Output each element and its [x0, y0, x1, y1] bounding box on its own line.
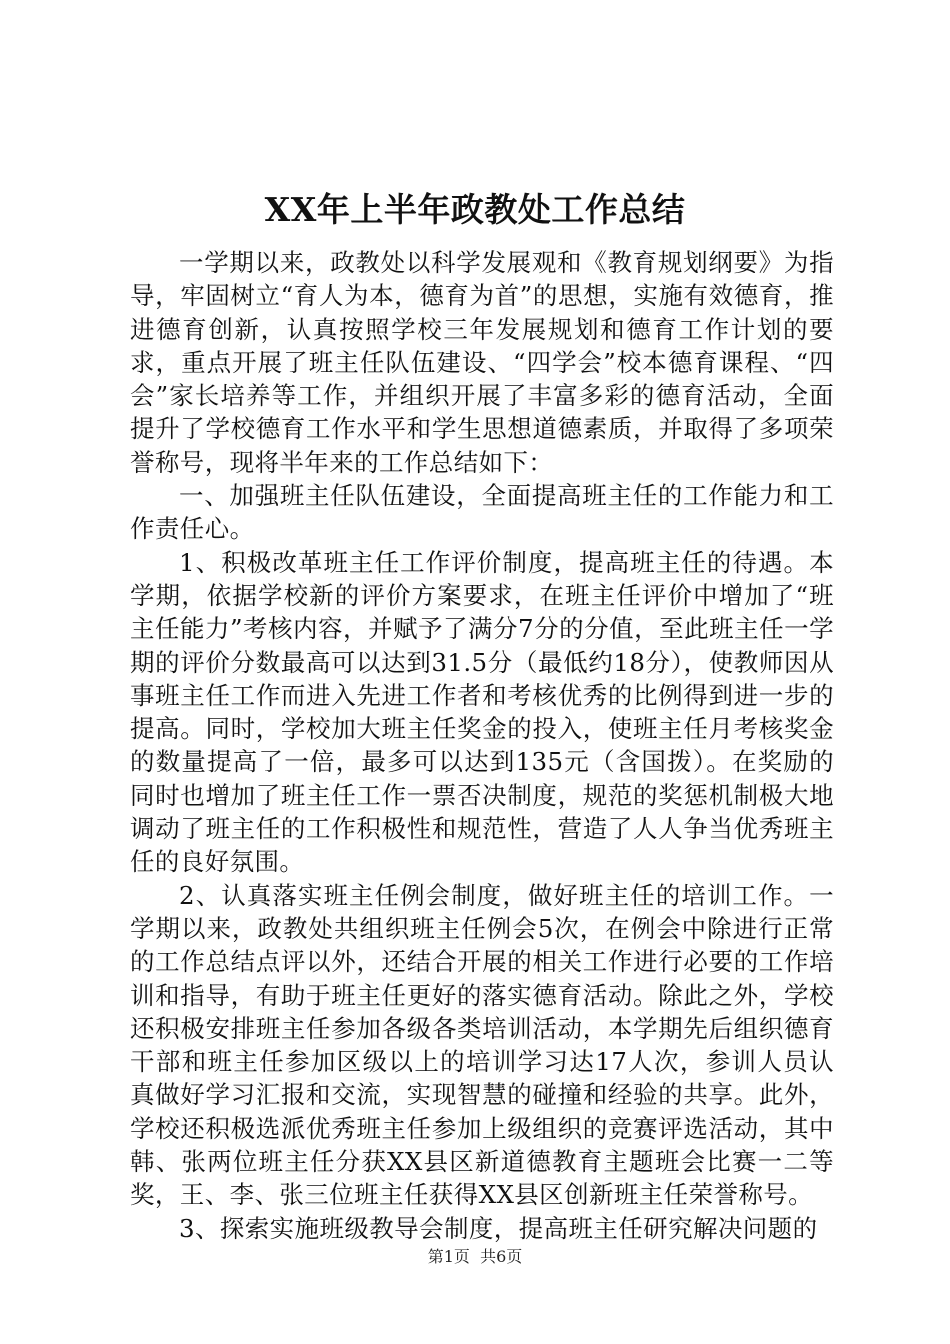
document-title: XX年上半年政教处工作总结 [264, 190, 686, 229]
paragraph-intro: 一学期以来，政教处以科学发展观和《教育规划纲要》为指导，牢固树立“育人为本，德育为首”的思想，实施有效德育，推进德育创新，认真按照学校三年发展规划和德育工作计划的要求，重点开展了班主任队伍建设、“四学会”校本德育课程、“四会”家长培养等工作，并组织开展了丰富多彩的德育活动，全面提升了学校德育工作水平和学生思想道德素质，并取得了多项荣誉称号，现将半年来的工作总结如下： [130, 248, 834, 477]
paragraph-item-2: 2、认真落实班主任例会制度，做好班主任的培训工作。一学期以来，政教处共组织班主任例会5次，在例会中除进行正常的工作总结点评以外，还结合开展的相关工作进行必要的工作培训和指导，有助于班主任更好的落实德育活动。除此之外，学校还积极安排班主任参加各级各类培训活动，本学期先后组织德育干部和班主任参加区级以上的培训学习达17人次，参训人员认真做好学习汇报和交流，实现智慧的碰撞和经验的共享。此外，学校还积极选派优秀班主任参加上级组织的竞赛评选活动，其中韩、张两位班主任分获XX县区新道德教育主题班会比赛一二等奖，王、李、张三位班主任获得XX县区创新班主任荣誉称号。 [130, 880, 834, 1210]
paragraph-section-heading: 一、加强班主任队伍建设，全面提高班主任的工作能力和工作责任心。 [130, 481, 834, 544]
page-number: 第1页 [427, 1247, 470, 1266]
page-footer [0, 1246, 950, 1268]
paragraph-item-3: 3、探索实施班级教导会制度，提高班主任研究解决问题的 [179, 1213, 818, 1243]
page-total: 共6页 [480, 1247, 523, 1266]
document-body [130, 246, 834, 1245]
paragraph-item-1: 1、积极改革班主任工作评价制度，提高班主任的待遇。本学期，依据学校新的评价方案要求，在班主任评价中增加了“班主任能力”考核内容，并赋予了满分7分的分值，至此班主任一学期的评价分数最高可以达到31.5分（最低约18分），使教师因从事班主任工作而进入先进工作者和考核优秀的比例得到进一步的提高。同时，学校加大班主任奖金的投入，使班主任月考核奖金的数量提高了一倍，最多可以达到135元（含国拨）。在奖励的同时也增加了班主任工作一票否决制度，规范的奖惩机制极大地调动了班主任的工作积极性和规范性，营造了人人争当优秀班主任的良好氛围。 [130, 547, 834, 877]
